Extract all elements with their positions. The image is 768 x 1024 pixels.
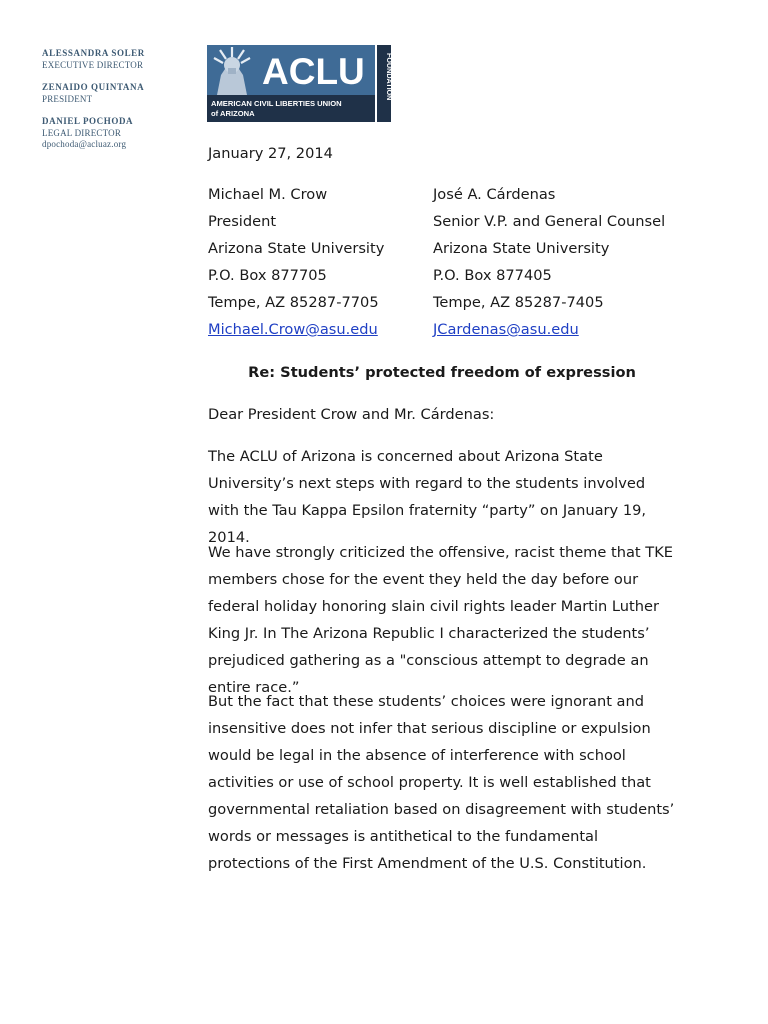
- recipient-po-box: P.O. Box 877705: [208, 267, 327, 284]
- recipient-email-link[interactable]: JCardenas@asu.edu: [433, 321, 579, 338]
- recipient-email-link[interactable]: Michael.Crow@asu.edu: [208, 321, 378, 338]
- logo-subtitle-line1: AMERICAN CIVIL LIBERTIES UNION: [211, 99, 342, 108]
- subject-line: Re: Students’ protected freedom of expression: [248, 364, 636, 381]
- letter-date: January 27, 2014: [208, 145, 333, 162]
- recipient-city: Tempe, AZ 85287-7705: [208, 294, 379, 311]
- recipient-address-left: [208, 181, 384, 343]
- recipient-name: José A. Cárdenas: [433, 186, 556, 203]
- body-paragraph: But the fact that these students’ choices were ignorant and insensitive does not infer that serious discipline or expulsion would be legal in the absence of interference with school activities or use of school property. It is well established that governmental retaliation based on disagreement with students’ words or messages is antithetical to the fundamental protections of the First Amendment of the U.S. Constitution.: [208, 693, 675, 872]
- recipient-address-right: [433, 181, 665, 343]
- staff-member: [42, 82, 182, 105]
- staff-name: DANIEL POCHODA: [42, 116, 134, 126]
- recipient-name: Michael M. Crow: [208, 186, 328, 203]
- staff-member: [42, 116, 182, 151]
- salutation: Dear President Crow and Mr. Cárdenas:: [208, 406, 495, 423]
- body-paragraph: The ACLU of Arizona is concerned about Arizona State University’s next steps with regard to the students involved with the Tau Kappa Epsilon fraternity “party” on January 19, 2014.: [208, 448, 647, 546]
- recipient-title: President: [208, 213, 277, 230]
- staff-list: [42, 48, 182, 162]
- staff-name: ALESSANDRA SOLER: [42, 48, 145, 58]
- staff-email[interactable]: dpochoda@acluaz.org: [42, 139, 127, 149]
- staff-name: ZENAIDO QUINTANA: [42, 82, 145, 92]
- staff-title: PRESIDENT: [42, 93, 93, 104]
- staff-member: [42, 48, 182, 71]
- recipient-org: Arizona State University: [208, 240, 385, 257]
- staff-title: LEGAL DIRECTOR: [42, 127, 122, 138]
- recipient-title: Senior V.P. and General Counsel: [433, 213, 666, 230]
- recipient-org: Arizona State University: [433, 240, 610, 257]
- body-paragraph: We have strongly criticized the offensive, racist theme that TKE members chose for the event they held the day before our federal holiday honoring slain civil rights leader Martin Luther King Jr. In The Arizona Republic I characterized the students’ prejudiced gathering as a "conscious attempt to degrade an entire race.”: [208, 544, 673, 696]
- recipient-po-box: P.O. Box 877405: [433, 267, 552, 284]
- logo-subtitle-line2: of ARIZONA: [211, 109, 255, 118]
- logo-wordmark: ACLU: [262, 51, 365, 92]
- aclu-foundation-logo: [207, 45, 394, 122]
- recipient-city: Tempe, AZ 85287-7405: [433, 294, 604, 311]
- staff-title: EXECUTIVE DIRECTOR: [42, 59, 144, 70]
- logo-foundation-label: FOUNDATION: [385, 53, 394, 101]
